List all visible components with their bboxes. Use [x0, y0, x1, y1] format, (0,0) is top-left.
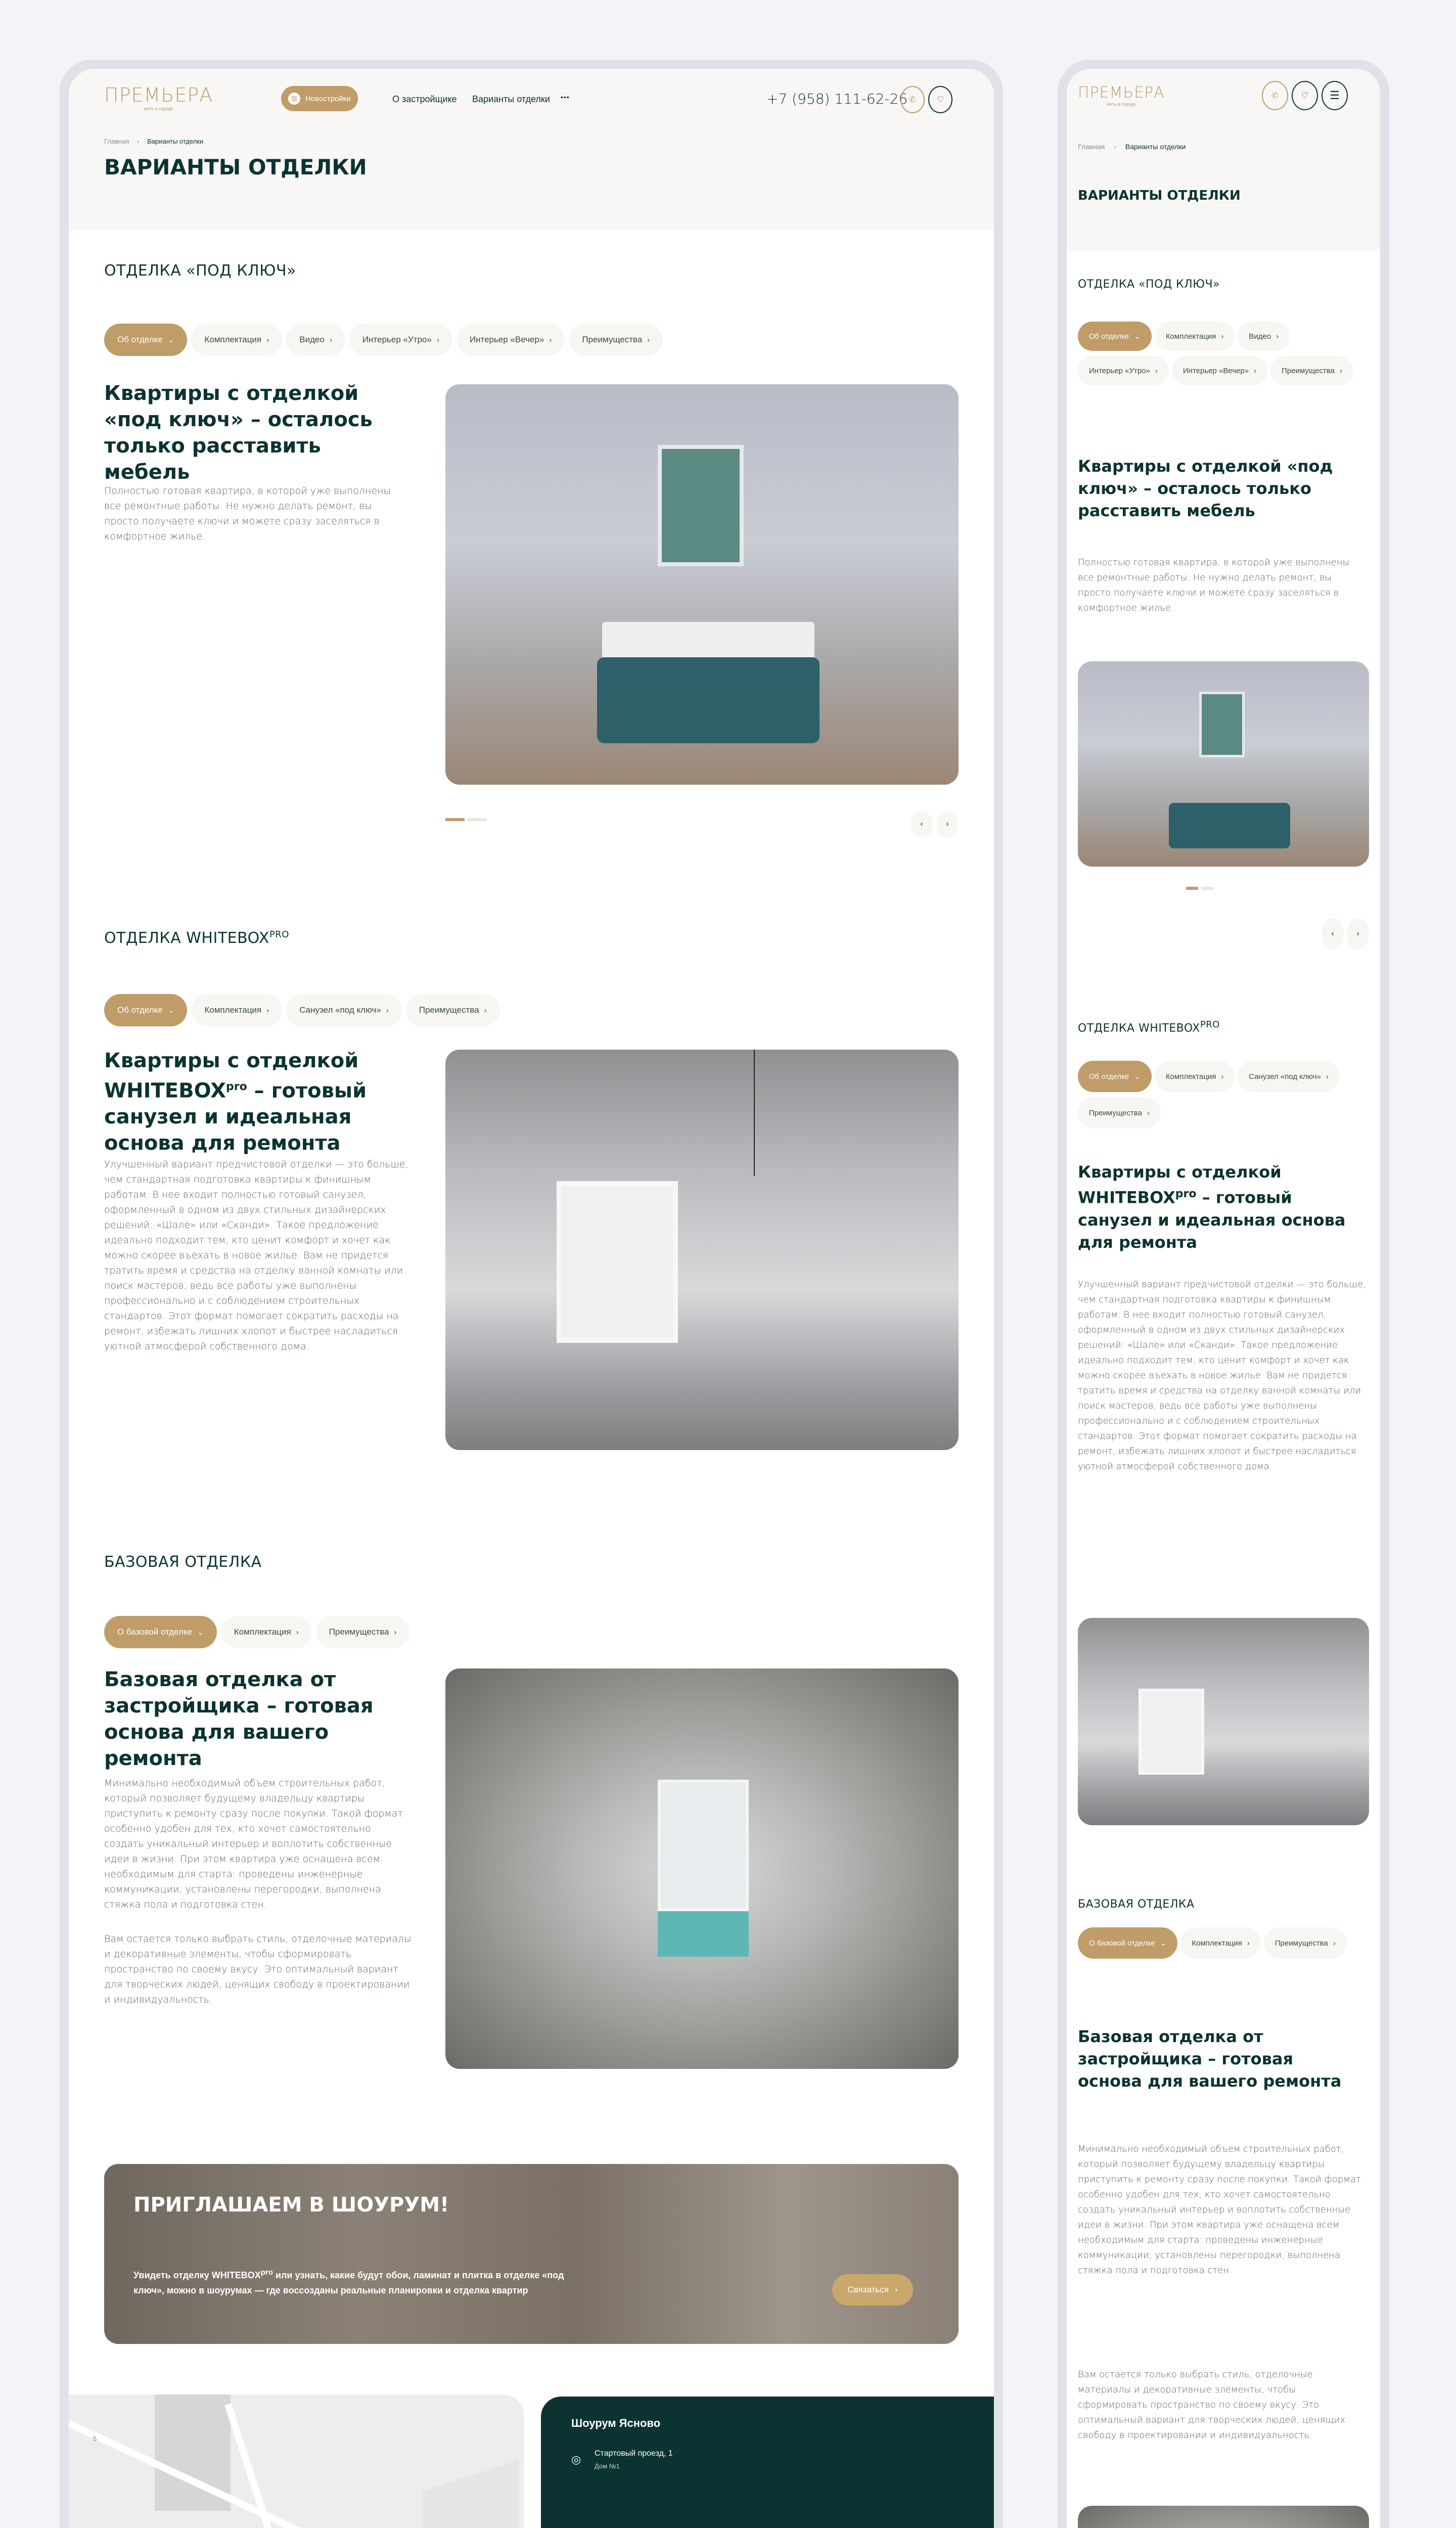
chevron-right-icon: ›	[436, 335, 439, 344]
yandex-map[interactable]	[69, 2395, 524, 2528]
chevron-right-icon: ›	[266, 335, 269, 344]
wall-art	[1199, 692, 1245, 757]
tab-about[interactable]	[104, 994, 187, 1026]
favorites-button[interactable]	[928, 86, 952, 113]
tab-label: Интерьер «Вечер»	[469, 335, 544, 344]
mobile-base-description-2: Вам остается только выбрать стиль, отделочные материалы и декоративные элементы, чтобы сформировать пространство по своему вкусу. Это оптимальный вариант для творческих людей, ценящих свободу в проектировании и индивидуальность.	[1078, 2369, 1345, 2441]
whitebox-description: Улучшенный вариант предчистовой отделки — это больше, чем стандартная подготовка квартиры к финишным работам. В нее входит полностью готовый санузел, оформленный в одном из двух стильных дизайнерских решений: «Шале» или «Сканди». Такое предложение идеально подходит тем, кто ценит комфорт и хочет как можно скорее въехать в новое жилье. Вам не придется тратить время и средства на отделку ванной комнаты или поиск мастеров, ведь все работы уже выполнены профессионально и с соблюдением строительных стандартов. Этот формат помогает сократить расходы на ремонт, избежать лишних хлопот и быстрее насладиться уютной атмосферой собственного дома.	[104, 1159, 408, 1352]
chevron-right-icon: ›	[266, 1006, 269, 1015]
tab-interior-evening[interactable]	[1172, 356, 1267, 385]
mobile-section-title-base: БАЗОВАЯ ОТДЕЛКА	[1078, 1898, 1195, 1911]
tab-label: Санузел «под ключ»	[1249, 1072, 1321, 1081]
tab-equipment[interactable]	[1155, 322, 1235, 351]
tab-label: Преимущества	[1089, 1108, 1142, 1117]
slider-dot[interactable]	[1201, 887, 1213, 890]
heart-icon: ♡	[1301, 92, 1309, 100]
heading-part: – готовый санузел и идеальная основа для ремонта	[104, 1079, 367, 1155]
mobile-slider-next[interactable]	[1347, 918, 1369, 950]
chevron-right-icon: ›	[1147, 1108, 1150, 1117]
section-title-turnkey: ОТДЕЛКА «ПОД КЛЮЧ»	[104, 262, 296, 280]
slider-dot-active[interactable]	[1186, 887, 1198, 890]
tab-label: Преимущества	[329, 1627, 389, 1637]
bed-cover	[597, 657, 820, 743]
logo[interactable]	[104, 84, 213, 111]
showroom-address: Стартовый проезд, 1	[595, 2449, 673, 2458]
balcony-door	[658, 1911, 749, 1957]
title-sup: PRO	[269, 929, 289, 940]
tab-label: Преимущества	[1275, 1938, 1328, 1948]
chevron-left-icon: ‹	[920, 820, 923, 828]
mobile-whitebox-description: Улучшенный вариант предчистовой отделки — это больше, чем стандартная подготовка квартиры к финишным работам. В нее входит полностью готовый санузел, оформленный в одном из двух стильных дизайнерских решений: «Шале» или «Сканди». Такое предложение идеально подходит тем, кто ценит комфорт и хочет как можно скорее въехать в новое жилье. Вам не придется тратить время и средства на отделку ванной комнаты или поиск мастеров, ведь все работы уже выполнены профессионально и с соблюдением строительных стандартов. Этот формат помогает сократить расходы на ремонт, избежать лишних хлопот и быстрее насладиться уютной атмосферой собственного дома.	[1078, 1279, 1366, 1472]
tab-label: Преимущества	[419, 1005, 479, 1015]
map-area	[423, 2460, 519, 2528]
mobile-turnkey-heading: Квартиры с отделкой «под ключ» – осталось только расставить мебель	[1078, 457, 1333, 520]
mobile-logo[interactable]	[1078, 84, 1165, 107]
base-description-2: Вам остается только выбрать стиль, отделочные материалы и декоративные элементы, чтобы сформировать пространство по своему вкусу. Это оптимальный вариант для творческих людей, ценящих свободу в проектировании и индивидуальность.	[104, 1933, 412, 2005]
logo-text: ПРЕМЬЕРА	[1078, 84, 1165, 102]
tab-bathroom[interactable]	[1238, 1061, 1340, 1092]
wall-art	[658, 445, 744, 566]
tab-label: Интерьер «Утро»	[362, 335, 432, 344]
tab-label: Видео	[299, 335, 325, 344]
breadcrumb-home[interactable]: Главная	[1078, 143, 1105, 151]
tab-label: О базовой отделке	[1089, 1938, 1155, 1948]
chevron-right-icon: ›	[549, 335, 552, 344]
logo-tagline: жить в городе	[1106, 102, 1136, 107]
chevron-right-icon: ›	[647, 335, 650, 344]
title-text: ОТДЕЛКА WHITEBOX	[1078, 1022, 1200, 1035]
mobile-page-title: ВАРИАНТЫ ОТДЕЛКИ	[1078, 188, 1241, 203]
tab-label: Интерьер «Вечер»	[1182, 366, 1249, 375]
menu-icon: ☰	[1330, 89, 1340, 102]
turnkey-description: Полностью готовая квартира, в которой уже выполнены все ремонтные работы. Не нужно делать ремонт, вы просто получаете ключи и можете сразу заселяться в комфортное жилье.	[104, 485, 391, 542]
text-sup: pro	[260, 2268, 273, 2277]
mobile-page	[1067, 69, 1380, 2528]
tab-equipment[interactable]	[221, 1616, 312, 1648]
phone-call-button[interactable]	[900, 86, 925, 113]
chevron-right-icon: ›	[329, 335, 332, 344]
slider-dot[interactable]	[468, 818, 487, 821]
tab-label: О базовой отделке	[117, 1627, 193, 1637]
mobile-phone-button[interactable]	[1262, 81, 1288, 110]
nav-label: Новостройки	[305, 94, 351, 103]
tab-equipment[interactable]	[191, 994, 282, 1026]
chevron-down-icon: ⌄	[167, 1006, 174, 1015]
chevron-down-icon: ⌄	[1134, 1072, 1141, 1081]
tab-advantages[interactable]	[1270, 356, 1353, 385]
nav-more-button[interactable]: •••	[561, 93, 570, 101]
heading-sup: pro	[226, 1080, 247, 1093]
title-text: ОТДЕЛКА WHITEBOX	[104, 929, 269, 947]
chevron-right-icon: ›	[1333, 1938, 1336, 1948]
tab-label: Комплектация	[1165, 1072, 1216, 1081]
mobile-section-title-whitebox	[1078, 1019, 1220, 1034]
showroom-banner-title: ПРИГЛАШАЕМ В ШОУРУМ!	[133, 2193, 449, 2217]
chevron-down-icon: ⌄	[1134, 332, 1141, 341]
tab-equipment[interactable]	[1180, 1927, 1260, 1959]
chevron-right-icon: ›	[394, 1628, 397, 1637]
nav-about-developer[interactable]: О застройщике	[392, 94, 457, 104]
tab-equipment[interactable]	[191, 324, 282, 356]
breadcrumb-current: Варианты отделки	[1125, 143, 1186, 151]
tab-label: Видео	[1249, 332, 1271, 341]
nav-new-buildings[interactable]	[281, 86, 358, 111]
text-part: Увидеть отделку WHITEBOX	[133, 2270, 261, 2280]
tab-label: Преимущества	[582, 335, 643, 344]
logo-text: ПРЕМЬЕРА	[104, 84, 213, 106]
page-title: ВАРИАНТЫ ОТДЕЛКИ	[104, 155, 367, 179]
phone-icon: ✆	[1271, 92, 1279, 100]
showroom-note: Дом №1	[595, 2462, 620, 2470]
tabs-turnkey	[104, 324, 663, 356]
mobile-base-description-1: Минимально необходимый объем строительных работ, который позволяет будущему владельцу квартиры приступить к ремонту сразу после покупки. Такой формат особенно удобен для тех, кто хочет самостоятельно создать уникальный интерьер и воплотить собственные идеи в жизни. При этом квартира уже оснащена всем необходимым для старта: проведены инженерные коммуникации, установлены перегородки, выполнена стяжка пола и подготовка стен.	[1078, 2144, 1361, 2276]
mobile-base-photo	[1078, 2506, 1369, 2528]
heading-part: – готовый санузел и идеальная основа для ремонта	[1078, 1188, 1346, 1252]
title-sup: PRO	[1200, 1019, 1220, 1030]
pendant-lamp	[754, 1050, 755, 1176]
base-heading: Базовая отделка от застройщика – готовая основа для вашего ремонта	[104, 1668, 374, 1770]
base-room-photo	[445, 1668, 959, 2069]
chevron-right-icon: ›	[1339, 366, 1342, 375]
showroom-contact-button[interactable]	[832, 2274, 913, 2306]
tab-label: Об отделке	[1089, 1072, 1129, 1081]
map-road	[69, 2420, 483, 2528]
breadcrumb-current: Варианты отделки	[147, 138, 204, 145]
breadcrumb-separator: ›	[1114, 143, 1116, 151]
tab-label: Санузел «под ключ»	[299, 1005, 381, 1015]
tab-label: Об отделке	[117, 335, 163, 344]
mobile-tabs-whitebox	[1078, 1061, 1371, 1128]
whitebox-room-photo	[445, 1050, 959, 1450]
showroom-banner	[104, 2164, 959, 2344]
heading-part: Квартиры с отделкой WHITEBOX	[1078, 1162, 1282, 1207]
whitebox-heading	[104, 1048, 407, 1156]
tab-about[interactable]	[1078, 322, 1152, 351]
mobile-section-title-turnkey: ОТДЕЛКА «ПОД КЛЮЧ»	[1078, 278, 1220, 291]
tab-interior-morning[interactable]	[1078, 356, 1169, 385]
tab-advantages[interactable]	[569, 324, 663, 356]
mobile-tabs-turnkey	[1078, 322, 1371, 385]
bed-headboard	[602, 622, 814, 662]
window	[557, 1181, 678, 1343]
chevron-right-icon: ›	[1247, 1938, 1250, 1948]
slider-next-button[interactable]	[936, 811, 959, 837]
map-label: 5	[93, 2435, 97, 2443]
turnkey-heading: Квартиры с отделкой «под ключ» – осталось только расставить мебель	[104, 382, 373, 484]
tab-about[interactable]	[1078, 1061, 1152, 1092]
mobile-bedroom-photo	[1078, 661, 1369, 867]
chevron-left-icon: ‹	[1331, 929, 1334, 938]
slider-dot-active[interactable]	[445, 818, 465, 821]
tab-about[interactable]	[104, 324, 187, 356]
bedroom-photo	[445, 384, 959, 785]
mobile-base-heading: Базовая отделка от застройщика – готовая основа для вашего ремонта	[1078, 2027, 1342, 2091]
tab-label: Комплектация	[1192, 1938, 1242, 1948]
chevron-right-icon: ›	[1276, 332, 1279, 341]
chevron-down-icon: ⌄	[1160, 1939, 1167, 1948]
chevron-right-icon: ›	[484, 1006, 487, 1015]
chevron-right-icon: ›	[1326, 1072, 1329, 1081]
building-icon: ▥	[288, 93, 300, 105]
mobile-favorites-button[interactable]	[1292, 81, 1318, 110]
tab-label: Комплектация	[234, 1627, 291, 1637]
window	[1139, 1689, 1204, 1775]
showroom-banner-text	[133, 2265, 588, 2298]
chevron-down-icon: ⌄	[197, 1628, 204, 1637]
tab-about-base[interactable]	[1078, 1927, 1177, 1959]
phone-icon: ✆	[909, 96, 916, 104]
chevron-right-icon: ›	[946, 820, 949, 828]
button-label: Связаться	[847, 2285, 889, 2294]
bed-cover	[1169, 803, 1290, 848]
mobile-tabs-base	[1078, 1927, 1371, 1959]
section-title-whitebox	[104, 929, 289, 947]
tab-label: Преимущества	[1282, 366, 1335, 375]
breadcrumb-separator: ›	[137, 138, 140, 145]
chevron-down-icon: ⌄	[167, 336, 174, 344]
tab-advantages[interactable]	[1264, 1927, 1347, 1959]
nav-finishing-options[interactable]: Варианты отделки	[472, 94, 550, 104]
mobile-turnkey-description: Полностью готовая квартира, в которой уже выполнены все ремонтные работы. Не нужно делать ремонт, вы просто получаете ключи и можете сразу заселяться в комфортное жилье.	[1078, 557, 1350, 613]
mobile-slider-prev[interactable]	[1322, 918, 1344, 950]
chevron-right-icon: ›	[296, 1628, 299, 1637]
heading-sup: pro	[1175, 1188, 1197, 1200]
logo-tagline: жить в городе	[144, 106, 173, 111]
desktop-page	[69, 69, 994, 2528]
mobile-whitebox-photo	[1078, 1618, 1369, 1825]
chevron-right-icon: ›	[1254, 366, 1257, 375]
tab-video[interactable]	[1238, 322, 1290, 351]
heading-part: Квартиры с отделкой WHITEBOX	[104, 1049, 359, 1103]
base-description-1: Минимально необходимый объем строительных работ, который позволяет будущему владельцу квартиры приступить к ремонту сразу после покупки. Такой формат особенно удобен для тех, кто хочет самостоятельно создать уникальный интерьер и воплотить собственные идеи в жизни. При этом квартира уже оснащена всем необходимым для старта: проведены инженерные коммуникации, установлены перегородки, выполнена стяжка пола и подготовка стен.	[104, 1778, 403, 1910]
tab-interior-evening[interactable]	[457, 324, 565, 356]
chevron-right-icon: ›	[894, 2285, 898, 2294]
header-phone[interactable]: +7 (958) 111-62-26	[766, 91, 908, 107]
heart-icon: ♡	[936, 96, 944, 104]
tab-video[interactable]	[286, 324, 345, 356]
section-title-base: БАЗОВАЯ ОТДЕЛКА	[104, 1553, 262, 1571]
breadcrumb-home[interactable]: Главная	[104, 138, 129, 145]
chevron-right-icon: ›	[1356, 929, 1359, 938]
breadcrumb	[104, 138, 203, 145]
showroom-name: Шоурум Ясново	[571, 2417, 661, 2429]
tab-label: Комплектация	[1165, 332, 1216, 341]
tab-label: Об отделке	[117, 1005, 163, 1015]
showroom-card-active[interactable]	[541, 2397, 994, 2528]
chevron-right-icon: ›	[386, 1006, 389, 1015]
mobile-breadcrumb	[1078, 143, 1186, 151]
tab-advantages[interactable]	[316, 1616, 410, 1648]
chevron-right-icon: ›	[1155, 366, 1158, 375]
tab-label: Об отделке	[1089, 332, 1129, 341]
location-pin-icon: ◎	[571, 2453, 581, 2466]
chevron-right-icon: ›	[1221, 1072, 1224, 1081]
tab-advantages[interactable]	[406, 994, 500, 1026]
slider-prev-button[interactable]	[911, 811, 933, 837]
text-part: или узнать, какие будут обои, ламинат и плитка в отделке «под ключ», можно в шоурумах — где воссозданы реальные планировки и отделка квартир	[133, 2270, 564, 2295]
tab-about-base[interactable]	[104, 1616, 217, 1648]
window	[658, 1780, 749, 1911]
tab-advantages[interactable]	[1078, 1097, 1161, 1128]
chevron-right-icon: ›	[1221, 332, 1224, 341]
map-road	[224, 2403, 354, 2528]
tabs-whitebox	[104, 994, 500, 1026]
mobile-menu-button[interactable]	[1322, 81, 1348, 110]
tab-equipment[interactable]	[1155, 1061, 1235, 1092]
tabs-base	[104, 1616, 410, 1648]
tab-interior-morning[interactable]	[349, 324, 452, 356]
tab-bathroom[interactable]	[286, 994, 402, 1026]
tab-label: Комплектация	[204, 335, 262, 344]
tab-label: Интерьер «Утро»	[1089, 366, 1150, 375]
mobile-whitebox-heading	[1078, 1161, 1361, 1253]
tab-label: Комплектация	[204, 1005, 262, 1015]
